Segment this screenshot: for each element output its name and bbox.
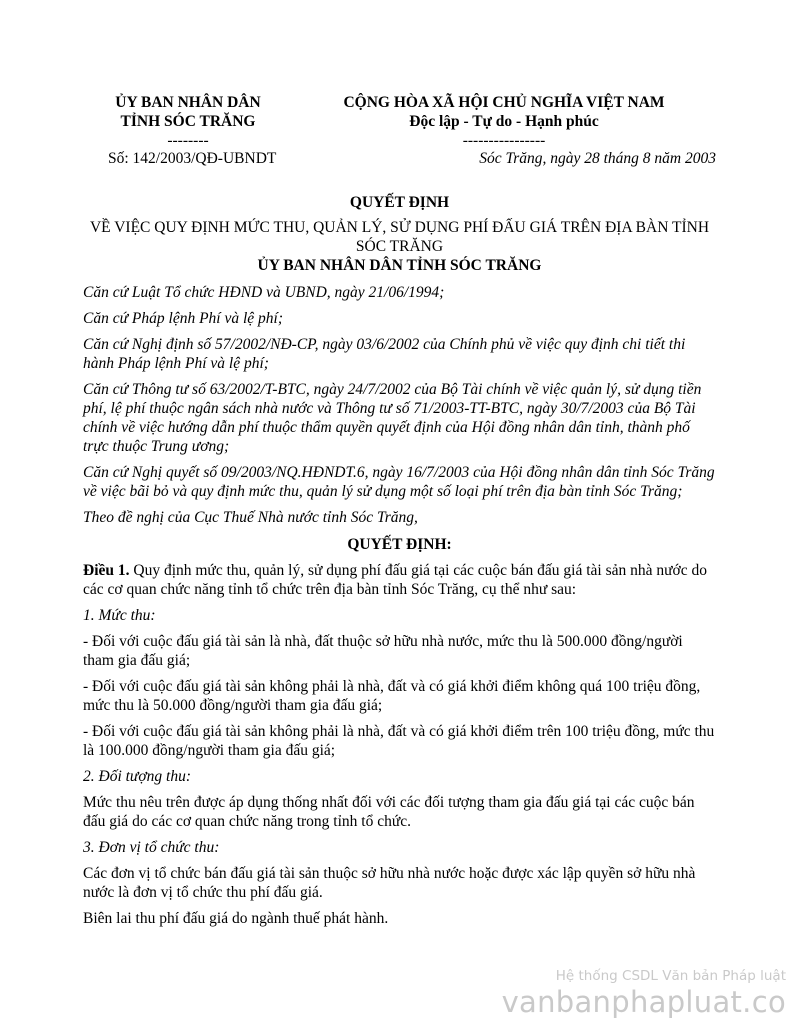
- section-2-heading: 2. Đối tượng thu:: [83, 768, 192, 785]
- site-watermark: [502, 968, 786, 1019]
- document-page: [83, 93, 716, 935]
- document-subtitle: VỀ VIỆC QUY ĐỊNH MỨC THU, QUẢN LÝ, SỬ DỤNG PHÍ ĐẤU GIÁ TRÊN ĐỊA BÀN TỈNH SÓC TRĂNG: [89, 219, 710, 255]
- section-3-heading: 3. Đơn vị tổ chức thu:: [83, 839, 220, 856]
- decision-heading: QUYẾT ĐỊNH:: [347, 536, 452, 553]
- legal-basis-3: Căn cứ Nghị định số 57/2002/NĐ-CP, ngày 03/6/2002 của Chính phủ về việc quy định chi tiết thi hành Pháp lệnh Phí và lệ phí;: [83, 336, 686, 372]
- document-number: Số: 142/2003/QĐ-UBNDT: [108, 150, 277, 167]
- document-title: QUYẾT ĐỊNH: [349, 194, 450, 211]
- document-header: [83, 93, 716, 173]
- agency-line-1: ỦY BAN NHÂN DÂN: [115, 94, 261, 111]
- legal-basis-2: Căn cứ Pháp lệnh Phí và lệ phí;: [83, 310, 284, 327]
- agency-line-2: TỈNH SÓC TRĂNG: [120, 113, 256, 130]
- issue-date: Sóc Trăng, ngày 28 tháng 8 năm 2003: [479, 150, 716, 167]
- agency-separator: --------: [167, 132, 209, 149]
- receipt-note: Biên lai thu phí đấu giá do ngành thuế phát hành.: [83, 910, 389, 927]
- legal-basis-5: Căn cứ Nghị quyết số 09/2003/NQ.HĐNDT.6, ngày 16/7/2003 của Hội đồng nhân dân tỉnh Sóc Trăng về việc bãi bỏ và quy định mức thu, quản lý sử dụng một số loại phí trên địa bàn tỉnh Sóc Trăng;: [83, 464, 715, 500]
- section-2-text: Mức thu nêu trên được áp dụng thống nhất đối với các đối tượng tham gia đấu giá tại các cuộc bán đấu giá do các cơ quan chức năng trong tỉnh tổ chức.: [83, 794, 695, 830]
- country-name: CỘNG HÒA XÃ HỘI CHỦ NGHĨA VIỆT NAM: [343, 94, 665, 111]
- section-1-heading: 1. Mức thu:: [83, 607, 156, 624]
- article-1: [83, 561, 716, 599]
- fee-item-3: - Đối với cuộc đấu giá tài sản không phải là nhà, đất và có giá khởi điểm trên 100 triệu đồng, mức thu là 100.000 đồng/người tham gia đấu giá;: [83, 723, 715, 759]
- issuer-name: ỦY BAN NHÂN DÂN TỈNH SÓC TRĂNG: [257, 257, 542, 274]
- issuing-agency-block: [83, 93, 293, 150]
- article-1-text: Quy định mức thu, quản lý, sử dụng phí đấu giá tại các cuộc bán đấu giá tài sản nhà nước do các cơ quan chức năng tỉnh tổ chức trên địa bàn tỉnh Sóc Trăng, cụ thể như sau:: [83, 562, 707, 598]
- legal-basis-1: Căn cứ Luật Tổ chức HĐND và UBND, ngày 21/06/1994;: [83, 284, 445, 301]
- article-1-label: Điều 1.: [83, 562, 130, 579]
- watermark-line-2: vanbanphapluat.co: [501, 985, 786, 1019]
- national-motto-block: [305, 93, 703, 150]
- motto: Độc lập - Tự do - Hạnh phúc: [409, 113, 599, 130]
- fee-item-2: - Đối với cuộc đấu giá tài sản không phải là nhà, đất và có giá khởi điểm không quá 100 triệu đồng, mức thu là 50.000 đồng/người tham gia đấu giá;: [83, 678, 701, 714]
- fee-item-1: - Đối với cuộc đấu giá tài sản là nhà, đất thuộc sở hữu nhà nước, mức thu là 500.000 đồng/người tham gia đấu giá;: [83, 633, 683, 669]
- section-3-text: Các đơn vị tổ chức bán đấu giá tài sản thuộc sở hữu nhà nước hoặc được xác lập quyền sở hữu nhà nước là đơn vị tổ chức thu phí đấu giá.: [83, 865, 696, 901]
- motto-separator: ----------------: [462, 132, 546, 149]
- legal-basis-4: Căn cứ Thông tư số 63/2002/T-BTC, ngày 24/7/2002 của Bộ Tài chính về việc quản lý, sử dụng tiền phí, lệ phí thuộc ngân sách nhà nước và Thông tư số 71/2003-TT-BTC, ngày 30/7/2003 của Bộ Tài chính về việc hướng dẫn phí thuộc thẩm quyền quyết định của Hội đồng nhân dân tỉnh, thành phố trực thuộc Trung ương;: [83, 381, 702, 455]
- legal-basis-6: Theo đề nghị của Cục Thuế Nhà nước tỉnh Sóc Trăng,: [83, 509, 418, 526]
- watermark-line-1: Hệ thống CSDL Văn bản Pháp luật: [555, 968, 786, 984]
